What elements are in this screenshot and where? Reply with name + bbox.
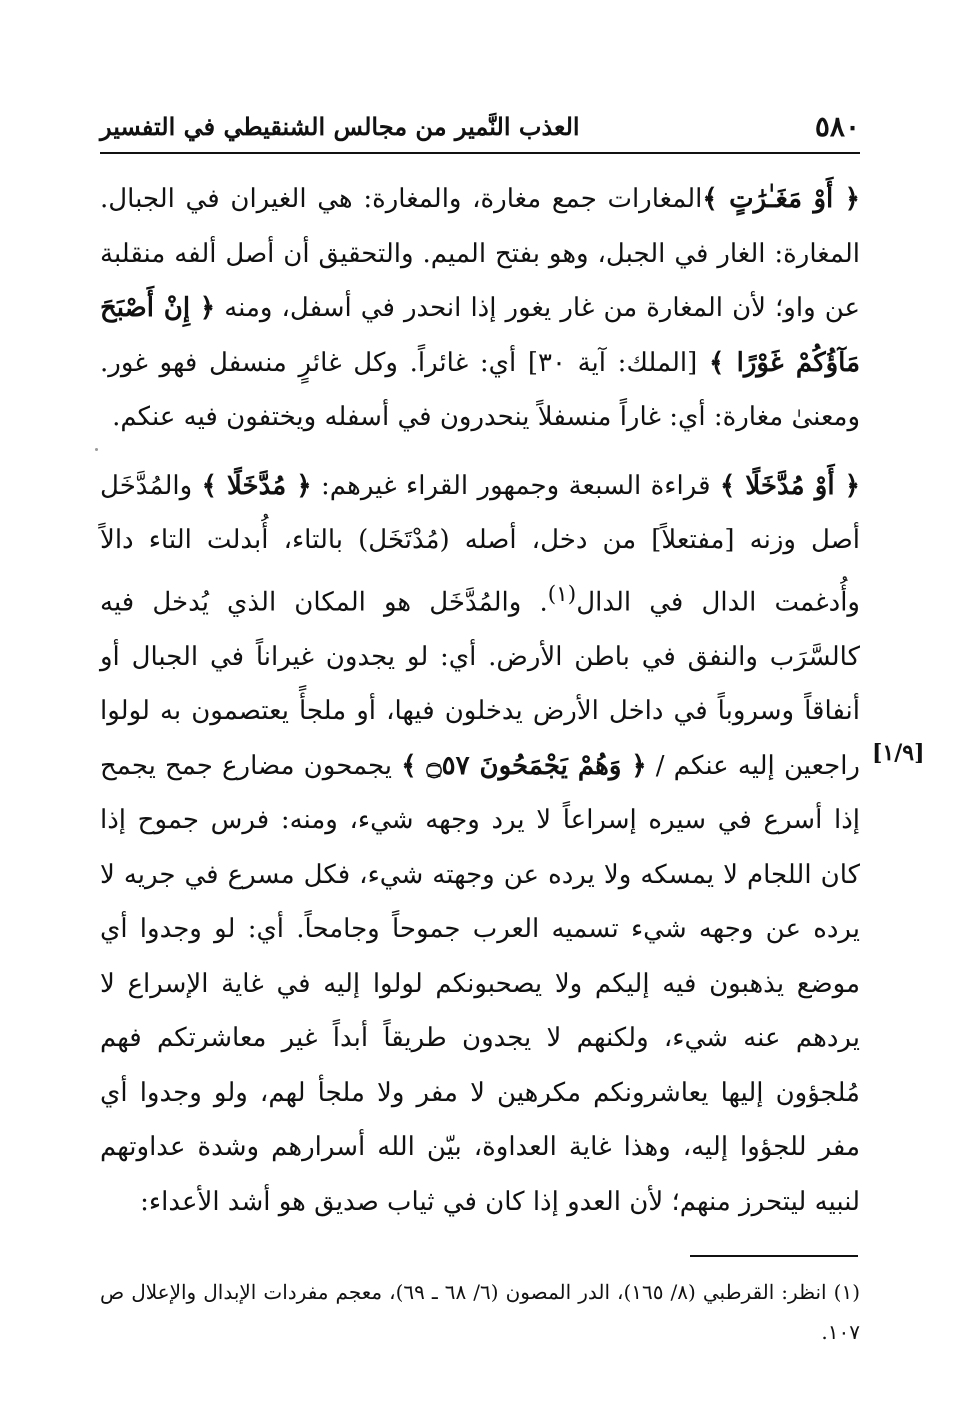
quran-quote: ﴿ أَوْ مَغَـٰرَٰتٍ ﴾	[702, 184, 860, 214]
quran-quote: ﴿ أَوْ مُدَّخَلًا ﴾	[719, 470, 860, 501]
paragraph-muddakhal	[100, 459, 860, 1230]
paragraph-text: والمُدَّخَل أصل وزنه [مفتعلاً] من دخل، أصله (مُدْتَخَل) بالتاء، أُبدلت التاء دالاً وأُدغمت الدال في الدال	[100, 470, 860, 618]
quran-quote: ﴿ وَهُمْ يَجْمَحُونَ ۝٥٧ ﴾	[401, 750, 647, 781]
paragraph-text: المغارات جمع مغارة، والمغارة: هي الغيران في الجبال. المغارة: الغار في الجبل، وهو بفتح الميم. والتحقيق أن أصل ألفه منقلبة عن واو؛ لأن المغارة من غار يغور إذا انحدر في أسفل، ومنه	[100, 184, 860, 323]
paragraph-maghārāt	[100, 172, 860, 445]
margin-reference: [١/٩]	[872, 740, 925, 766]
quran-quote: ﴿ إِنْ أَصْبَحَ مَآؤُكُمْ غَوْرًا ﴾	[100, 293, 860, 378]
footnote-rule	[690, 1255, 858, 1257]
quran-quote: ﴿ مُدَّخَلًا ﴾	[201, 470, 312, 501]
scan-speck	[95, 448, 98, 451]
paragraph-text: قراءة السبعة وجمهور القراء غيرهم:	[311, 470, 720, 501]
footnote-marker[interactable]: (١)	[547, 581, 577, 607]
paragraph-text: . والمُدَّخَل هو المكان الذي يُدخل فيه كالسَّرَب والنفق في باطن الأرض. أي: لو يجدون غيراناً في الجبال أو أنفاقاً وسروباً في داخل الأرض يدخلون فيها، أو ملجأً يعتصمون به لولوا راجعين إليه عنكم /	[100, 587, 860, 781]
paragraph-text: [الملك: آية ٣٠] أي: غائراً. وكل غائرٍ منسفل فهو غور. ومعنىٰ مغارة: أي: غاراً منسفلاً ينحدرون في أسفله ويختفون فيه عنكم.	[100, 347, 860, 432]
header-rule	[100, 152, 860, 154]
page-number: ٥٨٠	[814, 110, 860, 143]
paragraph-text: يجمحون مضارع جمح يجمح إذا أسرع في سيره إسراعاً لا يرد وجهه شيء، ومنه: فرس جموح إذا كان اللجام لا يمسكه ولا يرده عن وجهته شيء، فكل مسرع في جريه لا يرده عن وجهه شيء تسميه العرب جموحاً وجامحاً. أي: لو وجدوا أي موضع يذهبون فيه إليكم ولا يصحبونكم لولوا إليه في غاية الإسراع لا يردهم عنه شيء، ولكنهم لا يجدون طريقاً أبداً غير معاشرتكم فهم مُلجؤون إليها يعاشرونكم مكرهين لا مفر ولا ملجأ لهم، ولو وجدوا أي مفر للجؤوا إليه، وهذا غاية العداوة، بيّن الله أسرارهم وشدة عداوتهم لنبيه ليتحرز منهم؛ لأن العدو إذا كان في ثياب صديق هو أشد الأعداء:	[100, 750, 860, 1217]
footnote: (١) انظر: القرطبي (٨/ ١٦٥)، الدر المصون (٦/ ٦٨ ـ ٦٩)، معجم مفردات الإبدال والإعلال ص ١٠٧.	[100, 1280, 860, 1344]
book-title: العذب النَّمير من مجالس الشنقيطي في التفسير	[100, 112, 580, 141]
main-text	[100, 172, 860, 1229]
running-header	[100, 104, 860, 152]
